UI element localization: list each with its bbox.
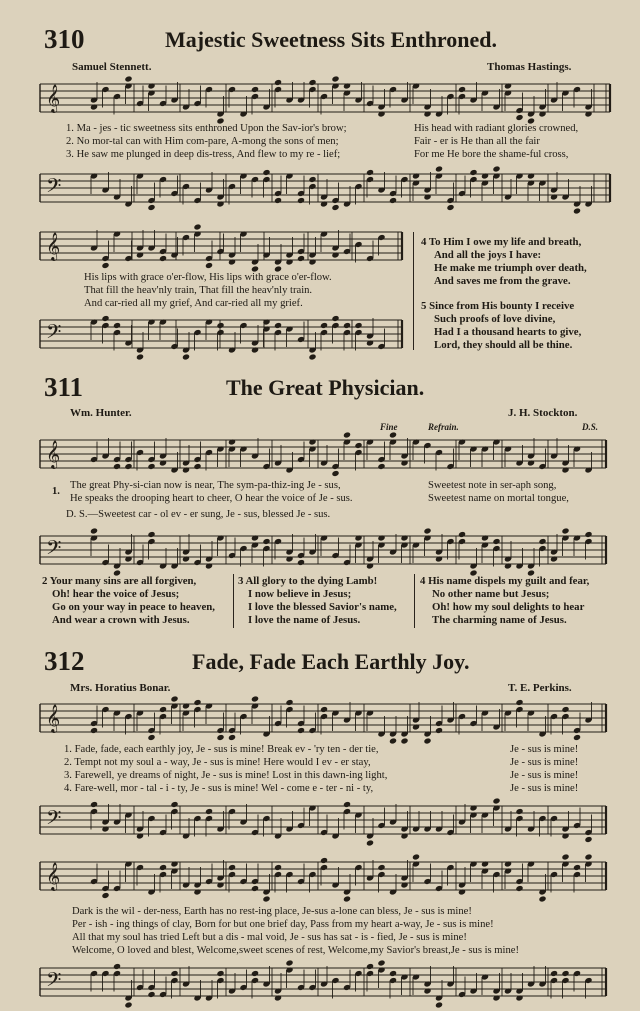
hymn-311-refrain-line: Sweetest note in ser-aph song,	[428, 480, 557, 491]
hymn-310-verse-line-end: His head with radiant glories crowned,	[414, 123, 579, 134]
hymn-311-ds-line: D. S.—Sweetest car - ol ev - er sung, Je - sus, blessed Je - sus.	[66, 509, 331, 520]
svg-text:𝄢: 𝄢	[46, 320, 62, 348]
hymn-311-music-credit: J. H. Stockton.	[508, 407, 578, 419]
hymn-312-bass-staff-1	[40, 802, 606, 838]
hymn-311-stanza-2: And wear a crown with Jesus.	[52, 614, 190, 626]
hymn-310-words-credit: Samuel Stennett.	[72, 61, 152, 73]
hymn-311-treble-staff	[40, 436, 606, 472]
hymn-310-number: 310	[44, 24, 85, 54]
hymn-310-verse-line: 2. No mor-tal can with Him com-pare, A-mong the sons of men;	[66, 136, 339, 147]
hymn-310-refrain-line: His lips with grace o'er-flow, His lips with grace o'er-flow.	[84, 272, 332, 283]
hymn-310-verse-line: 3. He saw me plunged in deep dis-tress, And flew to my re - lief;	[66, 149, 341, 160]
hymn-310-stanza-5: Had I a thousand hearts to give,	[434, 326, 582, 338]
hymn-311-stanza-2: Oh! hear the voice of Jesus;	[52, 588, 180, 600]
hymn-310-bass-staff-2	[40, 316, 402, 352]
hymn-311-stanza-3: I love the name of Jesus.	[248, 614, 361, 626]
hymn-311-verse-line: The great Phy-si-cian now is near, The sym-pa-thiz-ing Je - sus,	[70, 480, 341, 491]
hymn-312-treble-staff-1	[40, 700, 606, 736]
hymn-310-stanza-5: 5 Since from His bounty I receive	[421, 300, 575, 312]
svg-text:𝄞: 𝄞	[46, 232, 61, 260]
hymn-311-verse-line: He speaks the drooping heart to cheer, O hear the voice of Je - sus.	[70, 493, 353, 504]
hymn-312-chorus-line: Per - ish - ing things of clay, Born for but one brief day, Pass from my heart a-way, Je - sus is mine!	[72, 919, 494, 930]
hymn-310-stanza-4: And saves me from the grave.	[434, 275, 571, 287]
hymn-310-stanza-4: 4 To Him I owe my life and breath,	[421, 236, 582, 248]
hymn-311-stanza-2: 2 Your many sins are all forgiven,	[42, 575, 197, 587]
hymn-310-title: Majestic Sweetness Sits Enthroned.	[165, 27, 498, 52]
hymn-312-number: 312	[44, 646, 85, 676]
ds-mark: D.S.	[582, 422, 599, 432]
hymn-310-verse-line-end: Fair - er is He than all the fair	[414, 136, 540, 147]
hymn-311-stanza-2: Go on your way in peace to heaven,	[52, 601, 215, 613]
svg-text:𝄞: 𝄞	[46, 704, 61, 732]
stanza-divider	[413, 232, 414, 350]
hymn-312-verse-line: 1. Fade, fade, each earthly joy, Je - sus is mine! Break ev - 'ry ten - der tie,	[64, 744, 379, 755]
hymn-311-stanza-4: 4 His name dispels my guilt and fear,	[420, 575, 590, 587]
hymn-312-verse-line: 4. Fare-well, mor - tal - i - ty, Je - sus is mine! Wel - come e - ter - ni - ty,	[64, 783, 374, 794]
hymn-310-refrain-line: That fill the heav'nly train, That fill the heav'nly train.	[84, 285, 313, 296]
hymn-311-number: 311	[44, 372, 84, 402]
hymn-310-verse-line-end: For me He bore the shame-ful cross,	[414, 149, 569, 160]
hymn-312-verse-line-end: Je - sus is mine!	[510, 757, 579, 768]
hymn-312-bass-staff-2	[40, 964, 606, 1000]
svg-text:𝄢: 𝄢	[46, 536, 62, 564]
hymn-310-treble-staff-2	[40, 228, 402, 264]
hymn-312-verse-line: 2. Tempt not my soul a - way, Je - sus is mine! Here would I ev - er stay,	[64, 757, 371, 768]
hymn-311-words-credit: Wm. Hunter.	[70, 407, 132, 419]
hymn-310-stanza-4: And all the joys I have:	[434, 249, 542, 261]
hymn-312-verse-line-end: Je - sus is mine!	[510, 770, 579, 781]
hymn-311-stanza-3: 3 All glory to the dying Lamb!	[238, 575, 378, 587]
hymn-312-treble-staff-2	[40, 858, 606, 894]
hymn-312-words-credit: Mrs. Horatius Bonar.	[70, 682, 171, 694]
hymn-311-refrain-line: Sweetest name on mortal tongue,	[428, 493, 569, 504]
hymn-311-verse-number: 1.	[52, 486, 60, 497]
hymn-311-stanza-4: The charming name of Jesus.	[432, 614, 567, 626]
svg-text:𝄞: 𝄞	[46, 440, 61, 468]
hymn-311-title: The Great Physician.	[226, 375, 425, 400]
stanza-divider	[233, 574, 234, 628]
hymn-312-verse-line-end: Je - sus is mine!	[510, 744, 579, 755]
hymn-310-stanza-5: Lord, they should all be thine.	[434, 339, 573, 351]
svg-text:𝄢: 𝄢	[46, 968, 62, 996]
stanza-divider	[414, 574, 415, 628]
hymn-311-stanza-4: No other name but Jesus;	[432, 588, 550, 600]
hymn-312-title: Fade, Fade Each Earthly Joy.	[192, 649, 470, 674]
hymn-312-verse-line-end: Je - sus is mine!	[510, 783, 579, 794]
svg-text:𝄞: 𝄞	[46, 84, 61, 112]
hymn-312-music-credit: T. E. Perkins.	[508, 682, 572, 694]
svg-text:𝄞: 𝄞	[46, 862, 61, 890]
hymn-310-verse-line: 1. Ma - jes - tic sweetness sits enthroned Upon the Sav-ior's brow;	[66, 123, 347, 134]
refrain-mark: Refrain.	[428, 422, 459, 432]
svg-text:𝄢: 𝄢	[46, 806, 62, 834]
hymn-311-stanza-4: Oh! how my soul delights to hear	[432, 601, 585, 613]
hymn-311-bass-staff	[40, 532, 606, 568]
fine-mark: Fine	[380, 422, 398, 432]
hymn-310-refrain-line: And car-ried all my grief, And car-ried all my grief.	[84, 298, 303, 309]
hymn-310-treble-staff-1	[40, 80, 610, 116]
hymn-310-stanza-5: Such proofs of love divine,	[434, 313, 556, 325]
hymn-312-chorus-line: All that my soul has tried Left but a dis - mal void, Je - sus has sat - is - fied, Je - sus is mine!	[72, 932, 467, 943]
hymn-310-bass-staff-1	[40, 170, 610, 206]
hymn-312-chorus-line: Welcome, O loved and blest, Welcome,sweet scenes of rest, Welcome,my Savior's breast,Je - sus is mine!	[72, 945, 520, 956]
hymn-311-stanza-3: I now believe in Jesus;	[248, 588, 352, 600]
hymn-311-stanza-3: I love the blessed Savior's name,	[248, 601, 397, 613]
hymn-312-verse-line: 3. Farewell, ye dreams of night, Je - sus is mine! Lost in this dawn-ing light,	[64, 770, 388, 781]
hymn-310-music-credit: Thomas Hastings.	[487, 61, 572, 73]
svg-text:𝄢: 𝄢	[46, 174, 62, 202]
hymn-310-stanza-4: He make me triumph over death,	[434, 262, 587, 274]
hymn-312-chorus-line: Dark is the wil - der-ness, Earth has no rest-ing place, Je-sus a-lone can bless, Je - sus is mine!	[72, 906, 472, 917]
